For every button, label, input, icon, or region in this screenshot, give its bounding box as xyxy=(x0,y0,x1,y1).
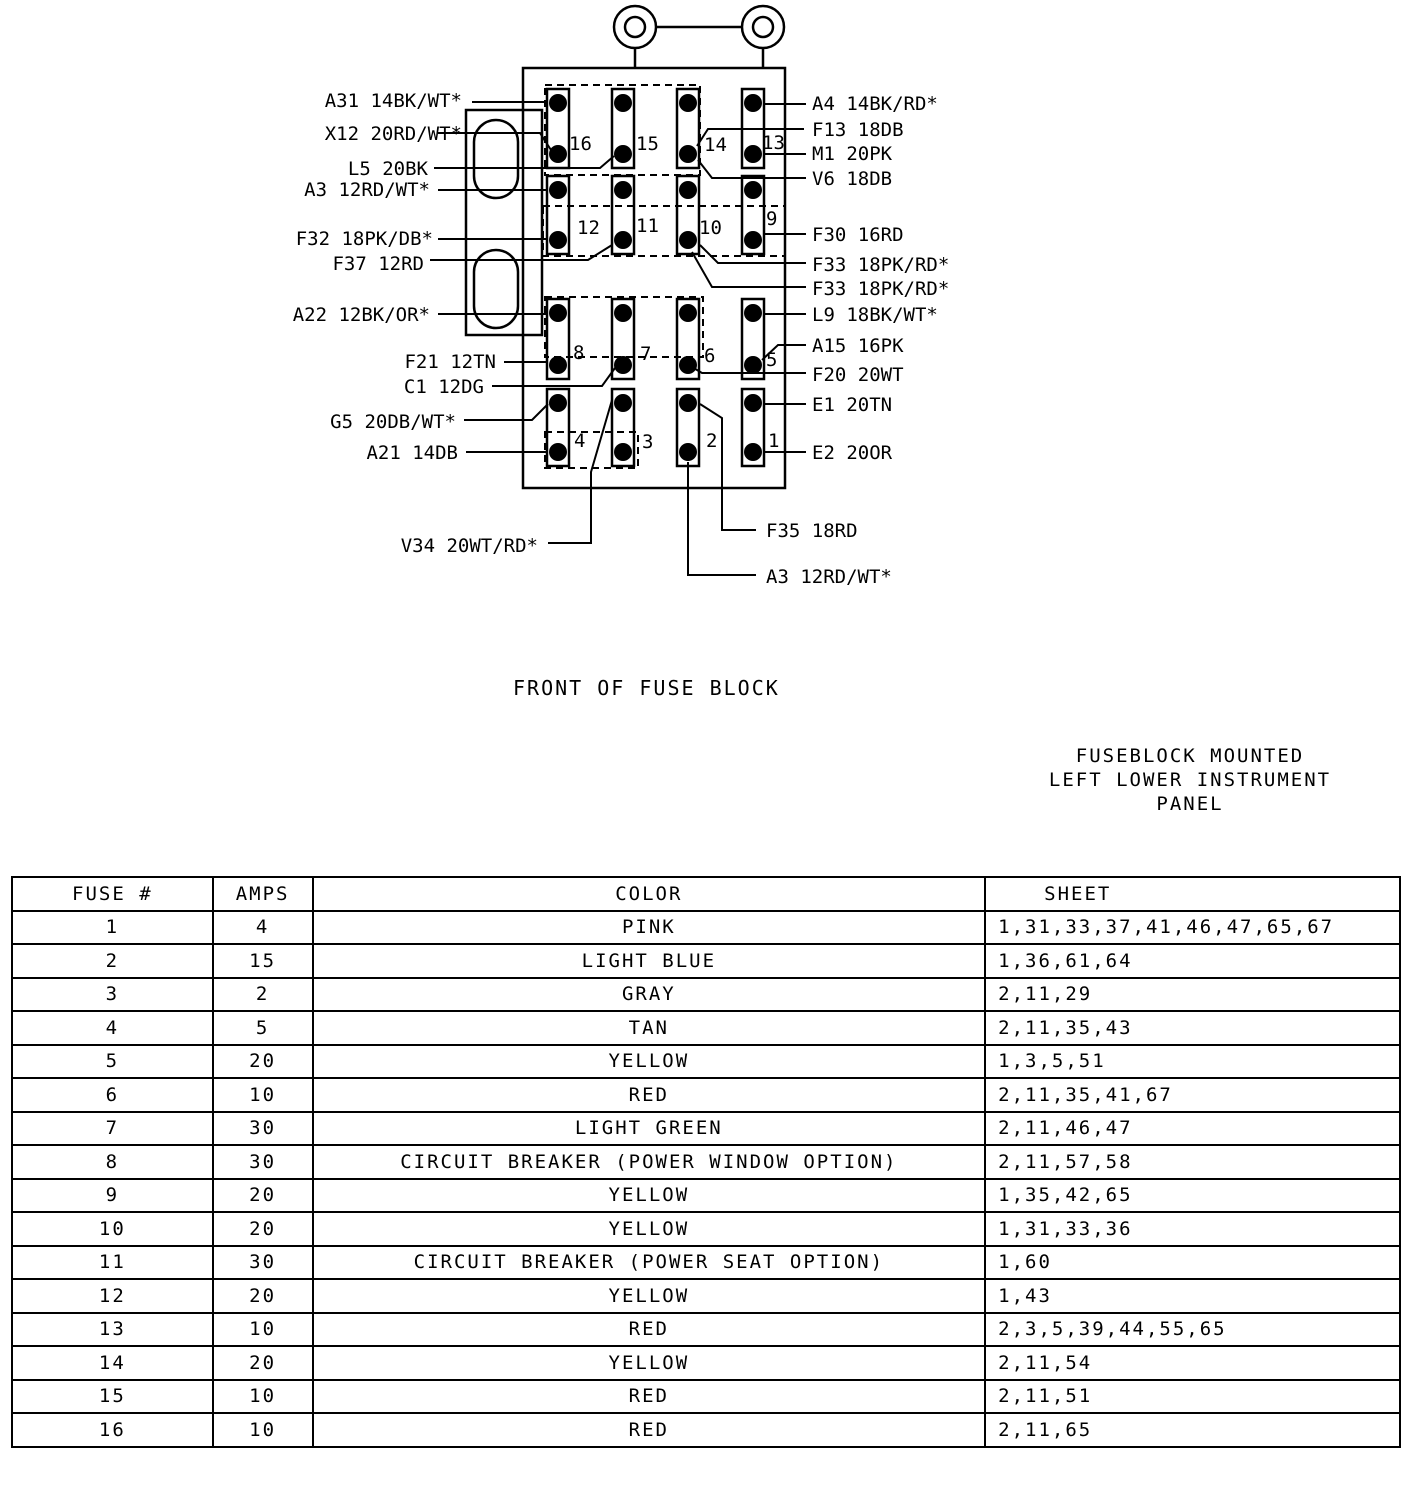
wire-leader xyxy=(464,404,548,420)
cell-sheet: 2,11,65 xyxy=(985,1413,1400,1447)
cell-sheet: 2,3,5,39,44,55,65 xyxy=(985,1313,1400,1347)
cell-color: LIGHT GREEN xyxy=(313,1112,986,1146)
wire-label-x12: X12 20RD/WT* xyxy=(324,123,462,145)
cell-fuse: 16 xyxy=(12,1413,213,1447)
cell-fuse: 5 xyxy=(12,1045,213,1079)
wire-label-f37: F37 12RD xyxy=(332,253,424,275)
mounting-eyelet-left xyxy=(614,6,656,68)
cell-color: YELLOW xyxy=(313,1212,986,1246)
fuse-terminal xyxy=(549,443,567,461)
table-row xyxy=(12,1313,1400,1347)
cell-amps: 20 xyxy=(213,1212,313,1246)
side-bracket xyxy=(466,110,542,335)
cell-sheet: 2,11,35,41,67 xyxy=(985,1078,1400,1112)
wire-label-a22: A22 12BK/OR* xyxy=(292,304,430,326)
cell-color: RED xyxy=(313,1078,986,1112)
fuse-terminal xyxy=(549,304,567,322)
wire-label-a4: A4 14BK/RD* xyxy=(812,93,938,115)
header-sheet: SHEET xyxy=(985,877,1400,911)
cell-color: CIRCUIT BREAKER (POWER SEAT OPTION) xyxy=(313,1246,986,1280)
cell-fuse: 13 xyxy=(12,1313,213,1347)
wire-label-v34: V34 20WT/RD* xyxy=(400,535,538,557)
table-row xyxy=(12,1246,1400,1280)
wire-label-l9: L9 18BK/WT* xyxy=(812,304,938,326)
mount-note-line: LEFT LOWER INSTRUMENT xyxy=(1048,769,1332,791)
fuse-terminal xyxy=(744,356,762,374)
table-row xyxy=(12,1078,1400,1112)
cell-color: TAN xyxy=(313,1011,986,1045)
cell-amps: 20 xyxy=(213,1179,313,1213)
fuse-terminal xyxy=(744,94,762,112)
cell-fuse: 4 xyxy=(12,1011,213,1045)
cell-sheet: 1,35,42,65 xyxy=(985,1179,1400,1213)
mounting-eyelet-right xyxy=(742,6,784,68)
fuse-number-6: 6 xyxy=(704,345,716,367)
mount-note-line: FUSEBLOCK MOUNTED xyxy=(1075,745,1305,767)
fuse-number-5: 5 xyxy=(766,349,778,371)
fuse-terminal xyxy=(614,231,632,249)
wire-label-e2: E2 20OR xyxy=(812,442,893,464)
fuse-terminal xyxy=(744,231,762,249)
cell-fuse: 9 xyxy=(12,1179,213,1213)
table-header-row xyxy=(12,877,1400,911)
cell-color: RED xyxy=(313,1413,986,1447)
wire-label-f30: F30 16RD xyxy=(812,224,904,246)
table-row xyxy=(12,1380,1400,1414)
fuse-terminal xyxy=(744,181,762,199)
fuse-number-15: 15 xyxy=(636,133,659,155)
cell-color: RED xyxy=(313,1313,986,1347)
cell-sheet: 1,60 xyxy=(985,1246,1400,1280)
cell-amps: 20 xyxy=(213,1346,313,1380)
fuse-number-11: 11 xyxy=(636,215,659,237)
fuse-terminal xyxy=(679,304,697,322)
cell-amps: 10 xyxy=(213,1380,313,1414)
fuse-terminal xyxy=(614,181,632,199)
fuse-terminal xyxy=(679,231,697,249)
cell-amps: 2 xyxy=(213,978,313,1012)
cell-sheet: 1,43 xyxy=(985,1279,1400,1313)
wire-leader xyxy=(430,245,612,260)
wire-label-v6: V6 18DB xyxy=(812,168,893,190)
fuse-number-8: 8 xyxy=(573,342,585,364)
cell-amps: 20 xyxy=(213,1045,313,1079)
fuse-terminal xyxy=(549,181,567,199)
cell-amps: 10 xyxy=(213,1313,313,1347)
fuse-number-9: 9 xyxy=(766,208,778,230)
fuse-number-3: 3 xyxy=(642,431,654,453)
fuse-number-4: 4 xyxy=(574,430,586,452)
table-row xyxy=(12,911,1400,945)
cell-amps: 4 xyxy=(213,911,313,945)
cell-fuse: 8 xyxy=(12,1145,213,1179)
fuse-number-13: 13 xyxy=(762,132,785,154)
cell-amps: 30 xyxy=(213,1112,313,1146)
fuse-terminal xyxy=(549,231,567,249)
cell-amps: 30 xyxy=(213,1145,313,1179)
wire-label-g5: G5 20DB/WT* xyxy=(330,411,456,433)
fuse-terminal xyxy=(549,145,567,163)
cell-fuse: 12 xyxy=(12,1279,213,1313)
fuse-terminal xyxy=(679,356,697,374)
fuse-number-10: 10 xyxy=(699,217,722,239)
fuse-number-7: 7 xyxy=(640,343,652,365)
mount-note xyxy=(1030,744,1350,816)
fuse-block-body xyxy=(523,68,785,488)
wire-label-f33-a: F33 18PK/RD* xyxy=(812,254,950,276)
wire-label-c1: C1 12DG xyxy=(403,376,484,398)
cell-fuse: 14 xyxy=(12,1346,213,1380)
fuse-terminal xyxy=(679,181,697,199)
fuse-number-16: 16 xyxy=(569,133,592,155)
cell-sheet: 1,31,33,36 xyxy=(985,1212,1400,1246)
mount-note-line: PANEL xyxy=(1156,793,1224,815)
wire-label-f20: F20 20WT xyxy=(812,364,904,386)
wire-leader xyxy=(692,252,806,287)
wire-leader xyxy=(548,400,612,543)
cell-amps: 5 xyxy=(213,1011,313,1045)
fuse-terminal xyxy=(614,145,632,163)
table-row xyxy=(12,1179,1400,1213)
fuse-terminal xyxy=(549,94,567,112)
cell-fuse: 10 xyxy=(12,1212,213,1246)
fuse-terminal xyxy=(614,304,632,322)
table-row xyxy=(12,1212,1400,1246)
fuse-terminal xyxy=(679,94,697,112)
table-row xyxy=(12,944,1400,978)
cell-color: RED xyxy=(313,1380,986,1414)
cell-color: YELLOW xyxy=(313,1045,986,1079)
cell-fuse: 1 xyxy=(12,911,213,945)
wire-label-e1: E1 20TN xyxy=(812,394,893,416)
wire-label-f35: F35 18RD xyxy=(766,520,858,542)
fuse-number-12: 12 xyxy=(577,217,600,239)
cell-sheet: 2,11,29 xyxy=(985,978,1400,1012)
cell-sheet: 2,11,51 xyxy=(985,1380,1400,1414)
fuse-terminal xyxy=(744,304,762,322)
cell-sheet: 1,3,5,51 xyxy=(985,1045,1400,1079)
cell-color: PINK xyxy=(313,911,986,945)
cell-sheet: 1,36,61,64 xyxy=(985,944,1400,978)
cell-fuse: 3 xyxy=(12,978,213,1012)
table-row xyxy=(12,1145,1400,1179)
fuse-number-2: 2 xyxy=(706,430,718,452)
fuse-terminal xyxy=(679,145,697,163)
wire-label-a31: A31 14BK/WT* xyxy=(324,90,462,112)
cell-sheet: 2,11,35,43 xyxy=(985,1011,1400,1045)
cell-fuse: 11 xyxy=(12,1246,213,1280)
wire-label-f32: F32 18PK/DB* xyxy=(295,228,433,250)
cell-amps: 10 xyxy=(213,1413,313,1447)
cell-fuse: 2 xyxy=(12,944,213,978)
header-color: COLOR xyxy=(313,877,986,911)
cell-sheet: 2,11,46,47 xyxy=(985,1112,1400,1146)
table-row xyxy=(12,1112,1400,1146)
cell-color: YELLOW xyxy=(313,1279,986,1313)
header-amps: AMPS xyxy=(213,877,313,911)
wire-label-a21: A21 14DB xyxy=(366,442,458,464)
fuse-terminal xyxy=(679,394,697,412)
table-row xyxy=(12,1346,1400,1380)
fuse-terminal xyxy=(614,443,632,461)
cell-fuse: 7 xyxy=(12,1112,213,1146)
cell-color: YELLOW xyxy=(313,1346,986,1380)
fuse-terminal xyxy=(614,356,632,374)
wire-label-a3-bottom: A3 12RD/WT* xyxy=(766,566,892,588)
cell-color: LIGHT BLUE xyxy=(313,944,986,978)
table-row xyxy=(12,1413,1400,1447)
cell-sheet: 1,31,33,37,41,46,47,65,67 xyxy=(985,911,1400,945)
wire-label-f33-b: F33 18PK/RD* xyxy=(812,278,950,300)
table-row xyxy=(12,1279,1400,1313)
fuse-terminal xyxy=(744,145,762,163)
fuse-number-14: 14 xyxy=(704,134,727,156)
table-row xyxy=(12,978,1400,1012)
cell-sheet: 2,11,54 xyxy=(985,1346,1400,1380)
diagram-caption: FRONT OF FUSE BLOCK xyxy=(513,676,780,700)
header-fuse: FUSE # xyxy=(12,877,213,911)
fuse-table xyxy=(11,876,1401,1448)
cell-amps: 10 xyxy=(213,1078,313,1112)
wire-label-l5: L5 20BK xyxy=(347,158,428,180)
fuse-terminal xyxy=(614,394,632,412)
cell-sheet: 2,11,57,58 xyxy=(985,1145,1400,1179)
cell-color: CIRCUIT BREAKER (POWER WINDOW OPTION) xyxy=(313,1145,986,1179)
cell-amps: 20 xyxy=(213,1279,313,1313)
wire-label-a3-left: A3 12RD/WT* xyxy=(304,179,430,201)
cell-amps: 15 xyxy=(213,944,313,978)
fuse-terminal xyxy=(614,94,632,112)
cell-amps: 30 xyxy=(213,1246,313,1280)
fuse-block-diagram xyxy=(0,0,1424,720)
fuse-terminal xyxy=(549,394,567,412)
fuse-terminal xyxy=(549,356,567,374)
fuse-terminal xyxy=(744,394,762,412)
wire-label-a15: A15 16PK xyxy=(812,335,904,357)
wire-label-f13: F13 18DB xyxy=(812,119,904,141)
wire-label-f21: F21 12TN xyxy=(404,351,496,373)
table-row xyxy=(12,1045,1400,1079)
fuse-terminal xyxy=(679,443,697,461)
cell-color: GRAY xyxy=(313,978,986,1012)
cell-fuse: 6 xyxy=(12,1078,213,1112)
fuse-number-1: 1 xyxy=(768,430,780,452)
cell-color: YELLOW xyxy=(313,1179,986,1213)
fuse-terminal xyxy=(744,443,762,461)
table-row xyxy=(12,1011,1400,1045)
wire-label-m1: M1 20PK xyxy=(812,143,893,165)
cell-fuse: 15 xyxy=(12,1380,213,1414)
